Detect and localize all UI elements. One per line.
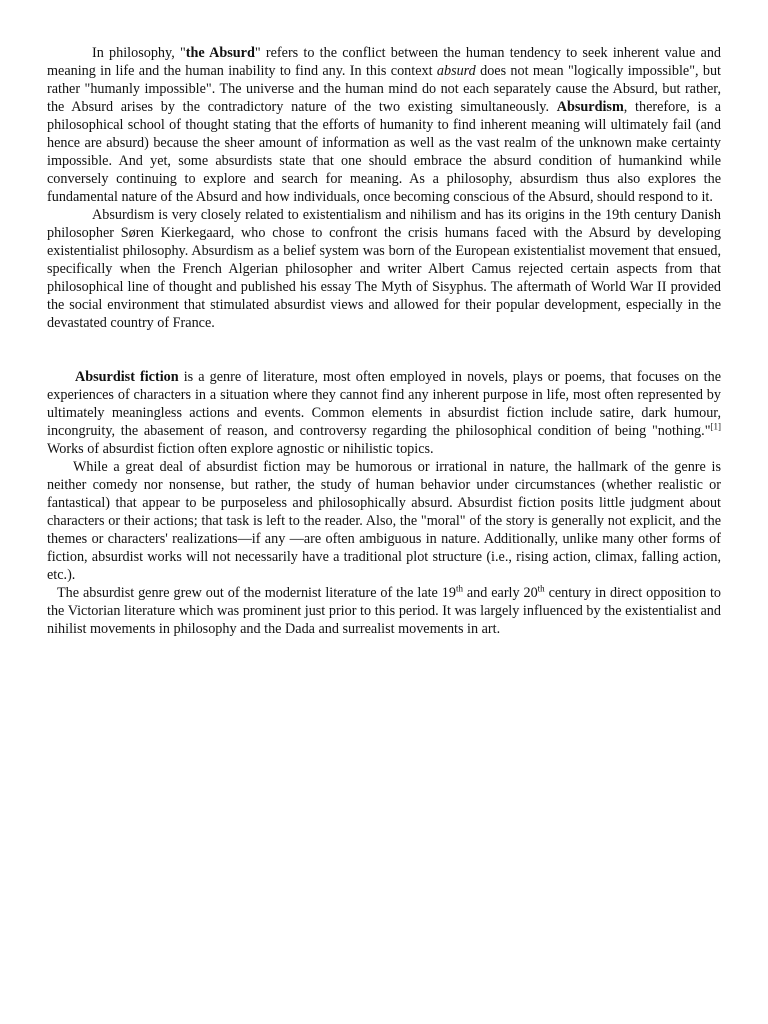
paragraph-genre-hallmark: While a great deal of absurdist fiction may be humorous or irrational in nature, the hallmark of the genre is neither comedy nor nonsense, but rather, the study of human behavior under circumstances (whether realistic or fantastical) that appear to be purposeless and philosophically absurd. Absurdist fiction posits little judgment about characters or their actions; that task is left to the reader. Also, the "moral" of the story is generally not explicit, and the themes or characters' realizations—if any —are often ambiguous in nature. Additionally, unlike many other forms of fiction, absurdist works will not necessarily have a traditional plot structure (i.e., rising action, climax, falling action, etc.).	[47, 459, 721, 583]
term-absurdism: Absurdism	[556, 99, 624, 115]
citation-ref: [1]	[710, 421, 721, 432]
superscript-th: th	[455, 583, 463, 594]
superscript-th: th	[537, 583, 545, 594]
term-absurd-italic: absurd	[436, 63, 476, 79]
paragraph-absurdism-origins: Absurdism is very closely related to existentialism and nihilism and has its origins in the 19th century Danish philosopher Søren Kierkegaard, who chose to confront the crisis humans faced with the Absurd by developing existentialist philosophy. Absurdism as a belief system was born of the European existentialist movement that ensued, specifically when the French Algerian philosopher and writer Albert Camus rejected certain aspects from that philosophical line of thought and published his essay The Myth of Sisyphus. The aftermath of World War II provided the social environment that stimulated absurdist views and allowed for their popular development, especially in the devastated country of France.	[47, 207, 721, 331]
paragraph-absurd-definition: In philosophy, "the Absurd" refers to the conflict between the human tendency to seek inherent value and meaning in life and the human inability to find any. In this context absurd does not mean "logically impossible", but rather "humanly impossible". The universe and the human mind do not each separately cause the Absurd, but rather, the Absurd arises by the contradictory nature of the two existing simultaneously. Absurdism, therefore, is a philosophical school of thought stating that the efforts of humanity to find inherent meaning will ultimately fail (and hence are absurd) because the sheer amount of information as well as the vast realm of the unknown make certainty impossible. And yet, some absurdists state that one should embrace the absurd condition of humankind while conversely continuing to explore and search for meaning. As a philosophy, absurdism thus also explores the fundamental nature of the Absurd and how individuals, once becoming conscious of the Absurd, should respond to it.	[47, 45, 722, 205]
term-absurdist-fiction: Absurdist fiction	[75, 369, 179, 385]
paragraph-genre-history: The absurdist genre grew out of the modernist literature of the late 19th and early 20th century in direct opposition to the Victorian literature which was prominent just prior to this period. It was largely influenced by the existentialist and nihilist movements in philosophy and the Dada and surrealist movements in art.	[47, 583, 721, 637]
paragraph-absurdist-fiction: Absurdist fiction is a genre of literature, most often employed in novels, plays or poems, that focuses on the experiences of characters in a situation where they cannot find any inherent purpose in life, most often represented by ultimately meaningless actions and events. Common elements in absurdist fiction include satire, dark humour, incongruity, the abasement of reason, and controversy regarding the philosophical condition of being "nothing."[1] Works of absurdist fiction often explore agnostic or nihilistic topics.	[47, 369, 722, 457]
term-the-absurd: the Absurd	[185, 45, 255, 61]
paragraph-gap	[47, 332, 721, 368]
